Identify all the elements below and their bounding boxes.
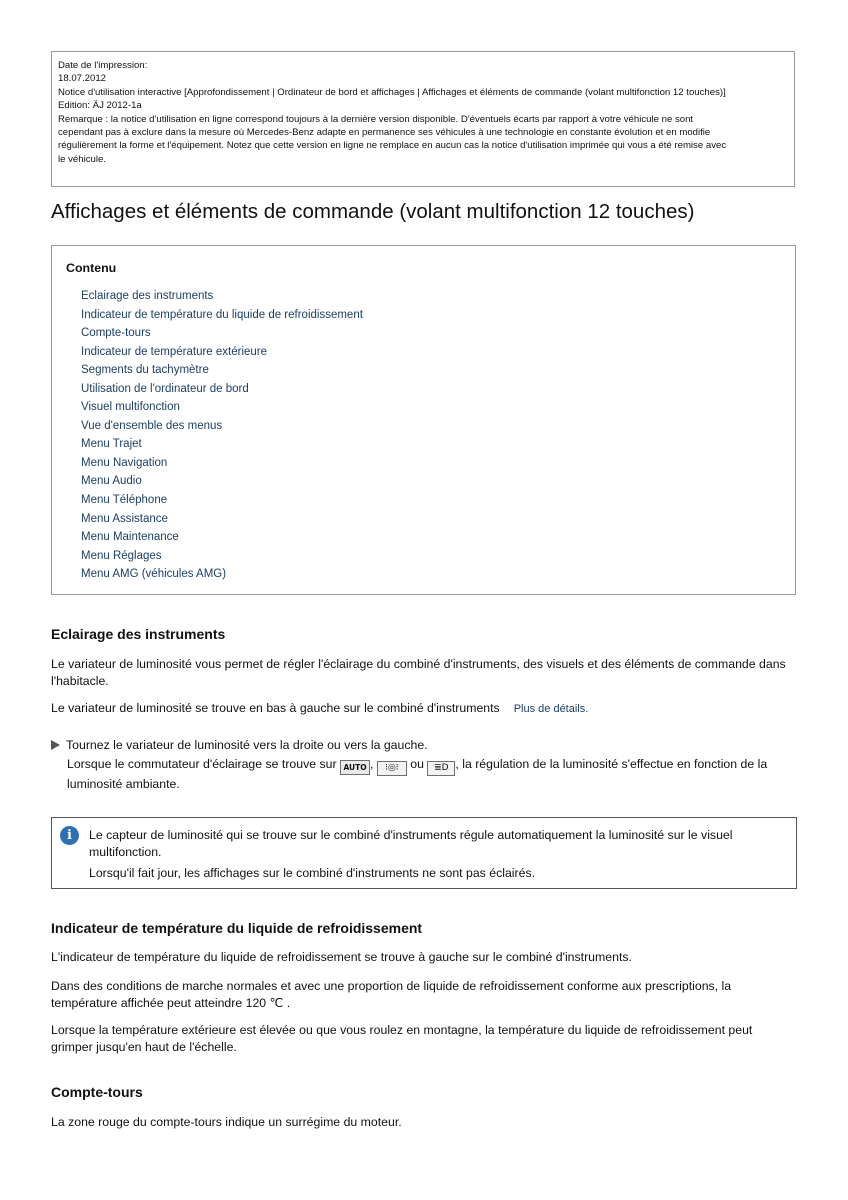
toc-item	[81, 323, 363, 342]
print-date: 18.07.2012	[58, 73, 107, 85]
toc-link-menu-telephone[interactable]: Menu Téléphone	[81, 494, 168, 507]
remark-line: cependant pas à exclure dans la mesure où Mercedes-Benz adapte en permanence ses véhicules à une technologie en constante évolution et en modifie	[58, 127, 711, 139]
result-text: , la régulation de la luminosité s'effectue en fonction de la luminosité ambiante.	[67, 757, 768, 791]
toc-item	[81, 527, 363, 546]
toc-item	[81, 471, 363, 490]
toc-item	[81, 546, 363, 565]
more-details-link[interactable]: Plus de détails.	[513, 703, 589, 715]
toc-heading: Contenu	[66, 261, 117, 275]
table-of-contents	[51, 245, 796, 595]
toc-link-speedometer-segments[interactable]: Segments du tachymètre	[81, 364, 209, 377]
toc-item	[81, 564, 363, 583]
toc-item	[81, 453, 363, 472]
info-text	[89, 827, 779, 882]
paragraph: L'indicateur de température du liquide de refroidissement se trouve à gauche sur le combiné d'instruments.	[51, 950, 632, 964]
bullet-arrow-icon	[51, 740, 60, 750]
toc-item	[81, 286, 363, 305]
edition: Edition: ÄJ 2012-1a	[58, 100, 142, 112]
info-icon: i	[60, 826, 79, 845]
toc-link-menu-navigation[interactable]: Menu Navigation	[81, 456, 168, 469]
remark-line: Remarque : la notice d'utilisation en ligne correspond toujours à la dernière version disponible. D'éventuels écarts par rapport à votre véhicule ne sont	[58, 113, 694, 125]
section-heading-coolant: Indicateur de température du liquide de refroidissement	[51, 920, 423, 936]
toc-link-menu-audio[interactable]: Menu Audio	[81, 475, 142, 488]
toc-item	[81, 379, 363, 398]
auto-switch-icon	[340, 760, 370, 775]
low-beam-icon: ≣D	[427, 761, 455, 776]
instruction-text: Tournez le variateur de luminosité vers la droite ou vers la gauche.	[66, 738, 428, 752]
paragraph: Dans des conditions de marche normales et avec une proportion de liquide de refroidissement conforme aux prescriptions, la température affichée peut atteindre 120 ℃ .	[51, 979, 732, 1010]
result-text: Lorsque le commutateur d'éclairage se trouve sur	[67, 757, 341, 771]
info-note	[51, 817, 797, 889]
info-paragraph: Lorsqu'il fait jour, les affichages sur le combiné d'instruments ne sont pas éclairés.	[89, 866, 536, 880]
breadcrumb: Notice d'utilisation interactive [Approfondissement | Ordinateur de bord et affichages | Affichages et éléments de commande (volant multifonction 12 touches)]	[58, 86, 726, 98]
toc-item	[81, 397, 363, 416]
instruction-step	[51, 737, 428, 754]
toc-link-eclairage[interactable]: Eclairage des instruments	[81, 290, 214, 302]
info-paragraph: Le capteur de luminosité qui se trouve sur le combiné d'instruments régule automatiquement la luminosité sur le visuel multifonction.	[89, 828, 733, 859]
print-date-label: Date de l'impression:	[58, 60, 148, 71]
toc-link-onboard-computer[interactable]: Utilisation de l'ordinateur de bord	[81, 382, 249, 395]
instruction-result	[67, 756, 795, 793]
parking-lights-icon: ⁝◎⁝	[377, 761, 407, 776]
toc-link-tachometer[interactable]: Compte-tours	[81, 327, 151, 340]
paragraph-with-link	[51, 700, 796, 718]
paragraph: Le variateur de luminosité vous permet de régler l'éclairage du combiné d'instruments, des visuels et des éléments de commande dans l'habitacle.	[51, 657, 786, 688]
toc-link-outside-temp[interactable]: Indicateur de température extérieure	[81, 345, 268, 358]
section-heading-eclairage: Eclairage des instruments	[51, 626, 226, 642]
print-info-header	[51, 51, 795, 187]
toc-item	[81, 305, 363, 324]
paragraph: La zone rouge du compte-tours indique un surrégime du moteur.	[51, 1115, 402, 1129]
toc-link-menu-trip[interactable]: Menu Trajet	[81, 438, 142, 451]
toc-item	[81, 434, 363, 453]
section-heading-tachometer: Compte-tours	[51, 1084, 143, 1100]
toc-link-menu-overview[interactable]: Vue d'ensemble des menus	[81, 419, 223, 432]
toc-link-menu-amg[interactable]: Menu AMG (véhicules AMG)	[81, 568, 227, 581]
result-text: ou	[406, 757, 428, 771]
toc-link-menu-settings[interactable]: Menu Réglages	[81, 549, 162, 562]
paragraph: Lorsque la température extérieure est élevée ou que vous roulez en montagne, la température du liquide de refroidissement peut grimper jusqu'en haut de l'échelle.	[51, 1023, 753, 1054]
toc-item	[81, 360, 363, 379]
toc-item	[81, 490, 363, 509]
page-title: Affichages et éléments de commande (volant multifonction 12 touches)	[51, 200, 695, 223]
remark-line: régulièrement la forme et l'équipement. Notez que cette version en ligne ne remplace en aucun cas la notice d'utilisation imprimée qui vous a été remise avec	[58, 140, 727, 152]
toc-link-menu-maintenance[interactable]: Menu Maintenance	[81, 531, 179, 544]
toc-link-menu-assistance[interactable]: Menu Assistance	[81, 512, 168, 525]
toc-item	[81, 509, 363, 528]
toc-link-coolant-temp[interactable]: Indicateur de température du liquide de refroidissement	[81, 308, 363, 321]
toc-list	[81, 286, 363, 583]
toc-item	[81, 342, 363, 361]
result-text: ,	[370, 757, 377, 771]
toc-link-multifunction-display[interactable]: Visuel multifonction	[81, 401, 180, 414]
paragraph-text: Le variateur de luminosité se trouve en bas à gauche sur le combiné d'instruments	[51, 701, 500, 715]
auto-switch-label: AUTO	[343, 763, 367, 772]
remark-line: le véhicule.	[58, 153, 106, 165]
toc-item	[81, 416, 363, 435]
